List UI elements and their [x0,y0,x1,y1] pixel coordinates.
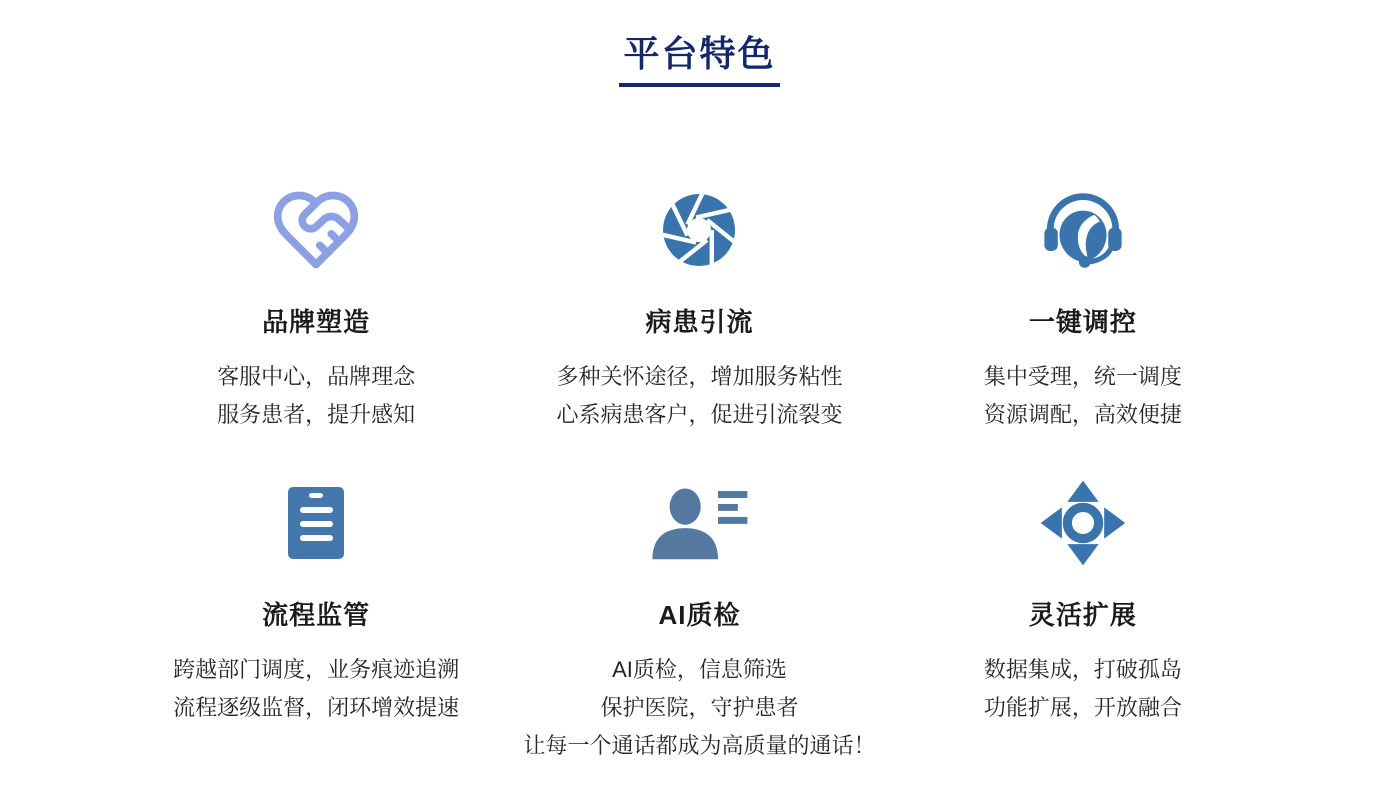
move-arrows-icon [1037,477,1129,574]
feature-card-ai-quality-inspection [508,478,891,765]
icon-box [508,185,891,280]
feature-line: AI质检，信息筛选 [612,657,787,683]
feature-line: 让每一个通话都成为高质量的通话！ [523,733,876,759]
feature-line: 资源调配，高效便捷 [983,402,1182,428]
feature-line: 功能扩展，开放融合 [983,695,1182,721]
icon-box [891,185,1274,280]
section-header [0,0,1399,87]
icon-box [125,478,508,573]
feature-title: 流程监管 [262,600,371,631]
feature-description [125,651,508,727]
icon-box [125,185,508,280]
feature-line: 客服中心，品牌理念 [217,364,416,390]
feature-description [891,358,1274,434]
feature-card-brand-building [125,185,508,434]
clipboard-icon [288,487,344,564]
heart-handshake-icon [270,184,362,281]
feature-line: 流程逐级监督，闭环增效提速 [173,695,460,721]
feature-title: 病患引流 [645,307,754,338]
feature-line: 集中受理，统一调度 [983,364,1182,390]
person-checklist-icon [647,485,751,566]
feature-title: AI质检 [658,600,741,631]
feature-card-patient-referral [508,185,891,434]
page-title: 平台特色 [619,32,779,87]
feature-description [508,358,891,434]
feature-description [125,358,508,434]
feature-line: 数据集成，打破孤岛 [983,657,1182,683]
feature-line: 心系病患客户，促进引流裂变 [556,402,843,428]
feature-description [508,651,891,765]
feature-description [891,651,1274,727]
feature-card-one-key-control [891,185,1274,434]
feature-card-flexible-expansion [891,478,1274,765]
feature-title: 灵活扩展 [1028,600,1137,631]
feature-title: 品牌塑造 [262,307,371,338]
icon-box [508,478,891,573]
feature-line: 跨越部门调度，业务痕迹追溯 [173,657,460,683]
feature-line: 多种关怀途径，增加服务粘性 [556,364,843,390]
feature-title: 一键调控 [1028,307,1137,338]
feature-line: 保护医院，守护患者 [600,695,799,721]
feature-card-process-supervision [125,478,508,765]
aperture-icon [659,190,739,275]
feature-line: 服务患者，提升感知 [217,402,416,428]
headset-agent-icon [1041,188,1125,277]
icon-box [891,478,1274,573]
features-grid [125,185,1275,765]
